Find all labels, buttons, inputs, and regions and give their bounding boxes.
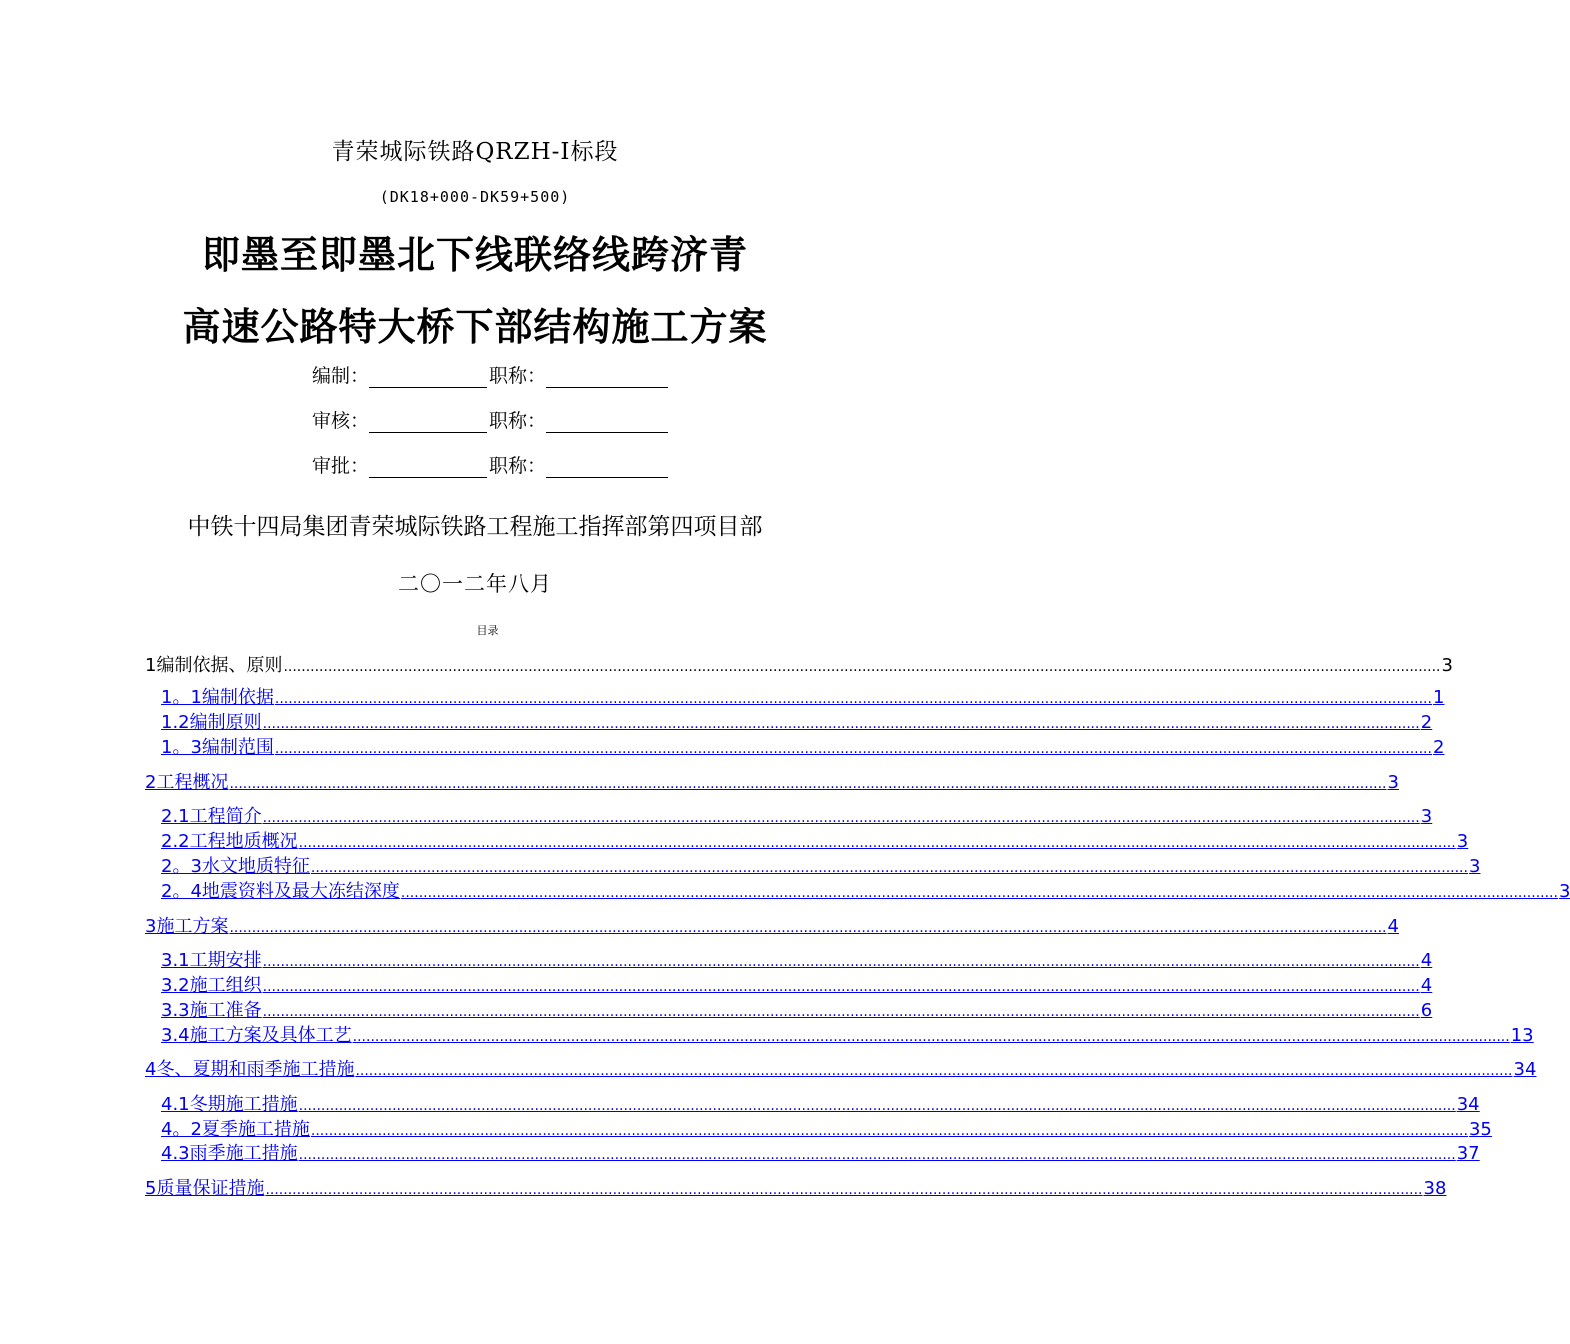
toc-entry-label: 3.4施工方案及具体工艺 (161, 1025, 352, 1046)
toc-entry-label: 4冬、夏期和雨季施工措施 (145, 1059, 355, 1080)
toc-leader-dots: .................................................................................................................................................................................................................................................................... (262, 810, 1420, 826)
toc-entry-label: 5质量保证措施 (145, 1178, 265, 1199)
toc-entry[interactable] (161, 974, 1433, 998)
toc-entry-label: 1.2编制原则 (161, 712, 262, 733)
toc-entry-page: 3 (1456, 831, 1469, 852)
toc-entry[interactable] (161, 949, 1433, 973)
toc-leader-dots: .................................................................................................................................................................................................................................................................... (265, 1182, 1423, 1198)
toc-leader-dots: .................................................................................................................................................................................................................................................................... (274, 741, 1432, 757)
toc-entry-page: 2 (1420, 712, 1433, 733)
document-date: 二〇一二年八月 (398, 572, 552, 596)
chainage-range: (DK18+000-DK59+500) (379, 188, 571, 206)
toc-entry[interactable] (161, 999, 1433, 1023)
toc-entry[interactable] (161, 1142, 1480, 1166)
toc-entry-label: 2工程概况 (145, 772, 229, 793)
toc-entry-page: 4 (1420, 975, 1433, 996)
toc-leader-dots: .................................................................................................................................................................................................................................................................... (229, 920, 1387, 936)
toc-leader-dots: .................................................................................................................................................................................................................................................................... (352, 1029, 1510, 1045)
toc-entry-page: 3 (1420, 806, 1433, 827)
toc-leader-dots: .................................................................................................................................................................................................................................................................... (262, 716, 1420, 732)
toc-leader-dots: .................................................................................................................................................................................................................................................................... (229, 776, 1387, 792)
toc-leader-dots: .................................................................................................................................................................................................................................................................... (298, 1098, 1456, 1114)
project-title: 青荣城际铁路QRZH-Ⅰ标段 (331, 139, 619, 165)
toc-entry[interactable] (145, 1058, 1537, 1082)
toc-leader-dots: .................................................................................................................................................................................................................................................................... (274, 691, 1432, 707)
toc-entry-page: 2 (1432, 737, 1445, 758)
toc-entry-label: 1。1编制依据 (161, 687, 274, 708)
toc-entry-page: 6 (1420, 1000, 1433, 1021)
toc-leader-dots: .................................................................................................................................................................................................................................................................... (310, 1123, 1468, 1139)
toc-entry-page: 3 (1387, 772, 1399, 793)
toc-leader-dots: .................................................................................................................................................................................................................................................................... (298, 1147, 1456, 1163)
toc-leader-dots: .................................................................................................................................................................................................................................................................... (283, 659, 1441, 675)
signoff-role-label: 编制： (312, 365, 370, 387)
toc-entry (145, 654, 1453, 678)
toc-entry-label: 4。2夏季施工措施 (161, 1119, 310, 1140)
toc-entry-label: 2.1工程简介 (161, 806, 262, 827)
toc-leader-dots: .................................................................................................................................................................................................................................................................... (262, 979, 1420, 995)
toc-entry-label: 3.1工期安排 (161, 950, 262, 971)
toc-entry[interactable] (161, 1024, 1534, 1048)
toc-entry-page: 4 (1420, 950, 1433, 971)
toc-entry-label: 2。4地震资料及最大冻结深度 (161, 881, 400, 902)
toc-leader-dots: .................................................................................................................................................................................................................................................................... (355, 1063, 1513, 1079)
toc-leader-dots: .................................................................................................................................................................................................................................................................... (310, 860, 1468, 876)
toc-entry-page: 35 (1468, 1119, 1492, 1140)
toc-entry[interactable] (145, 915, 1399, 939)
main-title-line2: 高速公路特大桥下部结构施工方案 (182, 305, 768, 349)
toc-entry-page: 4 (1387, 916, 1399, 937)
toc-entry-page: 38 (1423, 1178, 1447, 1199)
toc-entry-page: 34 (1456, 1094, 1480, 1115)
toc-leader-dots: .................................................................................................................................................................................................................................................................... (262, 954, 1420, 970)
toc-entry[interactable] (161, 1093, 1480, 1117)
toc-entry-label: 4.1冬期施工措施 (161, 1094, 298, 1115)
signoff-role-label: 审批： (312, 455, 370, 477)
toc-entry[interactable] (145, 771, 1399, 795)
toc-entry-label: 2。3水文地质特征 (161, 856, 310, 877)
toc-entry-page: 13 (1510, 1025, 1534, 1046)
toc-entry[interactable] (161, 855, 1481, 879)
signoff-role-label: 审核： (312, 410, 370, 432)
toc-entry-label: 2.2工程地质概况 (161, 831, 298, 852)
toc-entry-label: 1。3编制范围 (161, 737, 274, 758)
toc-entry[interactable] (161, 1118, 1492, 1142)
toc-entry[interactable] (161, 711, 1433, 735)
toc-leader-dots: .................................................................................................................................................................................................................................................................... (298, 835, 1456, 851)
toc-leader-dots: .................................................................................................................................................................................................................................................................... (262, 1004, 1420, 1020)
signoff-title-label: 职称： (489, 365, 547, 387)
toc-entry-page: 34 (1513, 1059, 1537, 1080)
toc-entry-page: 1 (1432, 687, 1445, 708)
main-title-line1: 即墨至即墨北下线联络线跨济青 (201, 233, 748, 277)
toc-entry-page: 37 (1456, 1143, 1480, 1164)
toc-entry-page: 3 (1558, 881, 1570, 902)
toc-leader-dots: .................................................................................................................................................................................................................................................................... (400, 885, 1558, 901)
toc-entry-label: 3施工方案 (145, 916, 229, 937)
toc-entry-page: 3 (1468, 856, 1481, 877)
toc-entry-page: 3 (1441, 655, 1453, 676)
toc-entry[interactable] (161, 880, 1570, 904)
signoff-title-label: 职称： (489, 455, 547, 477)
toc-entry[interactable] (161, 736, 1445, 760)
toc-entry-label: 1编制依据、原则 (145, 655, 283, 676)
toc-entry-label: 3.2施工组织 (161, 975, 262, 996)
signoff-title-label: 职称： (489, 410, 547, 432)
toc-entry[interactable] (145, 1177, 1447, 1201)
toc-heading: 目录 (476, 624, 499, 637)
toc-entry[interactable] (161, 830, 1469, 854)
toc-entry[interactable] (161, 686, 1445, 710)
toc-entry[interactable] (161, 805, 1433, 829)
organization-name: 中铁十四局集团青荣城际铁路工程施工指挥部第四项目部 (187, 514, 763, 540)
toc-entry-label: 4.3雨季施工措施 (161, 1143, 298, 1164)
toc-entry-label: 3.3施工准备 (161, 1000, 262, 1021)
